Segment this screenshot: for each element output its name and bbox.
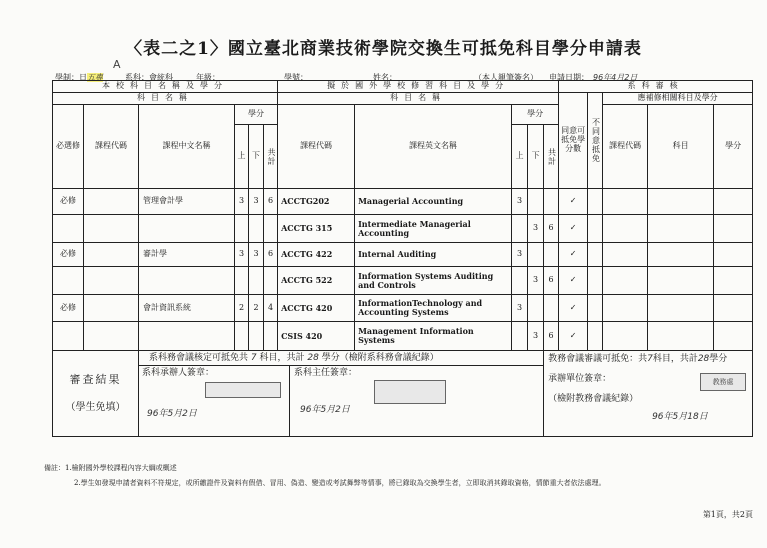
- code2-cell: [603, 322, 648, 351]
- req-cell: [53, 322, 84, 351]
- edu-line: [544, 351, 752, 365]
- date-value: 96年4月2日: [593, 73, 638, 82]
- disagree-cell: [588, 267, 603, 295]
- code2-cell: [603, 295, 648, 322]
- name-label: 姓名：: [373, 73, 397, 82]
- contact-stamp: [205, 382, 281, 398]
- dept-meeting-text: 系科務會議核定可抵免共: [149, 353, 249, 363]
- chair-label: 系科主任簽章：: [294, 368, 358, 378]
- total-cell: 6: [264, 243, 278, 267]
- table-row: [53, 322, 753, 351]
- dept-label: 系科：會統科: [125, 73, 173, 82]
- form-title: 〈表二之1〉國立臺北商業技術學院交換生可抵免科目學分申請表: [125, 39, 642, 59]
- req-cell: 必修: [53, 189, 84, 215]
- code-cell: [84, 295, 139, 322]
- edu-credits: 28: [697, 354, 710, 364]
- course-cn-cell: 管理會計學: [139, 189, 235, 215]
- credit2-cell: [714, 322, 753, 351]
- abroad-sem2-cell: [528, 295, 544, 322]
- review-result-cell: [53, 351, 139, 437]
- course-en-cell: InformationTechnology and Accounting Systems: [355, 295, 512, 322]
- chair-sign: [290, 366, 543, 436]
- unit-label: 承辦單位簽章：: [548, 374, 612, 384]
- code2-cell: [603, 267, 648, 295]
- abroad-sem2-cell: [528, 189, 544, 215]
- agree-text: 同意可抵免學分數: [561, 126, 586, 153]
- disagree-cell: [588, 215, 603, 243]
- abroad-credits-header: 學分: [512, 105, 559, 125]
- abroad-header: 擬於國外學校修習科目及學分: [278, 81, 559, 93]
- credit2-header: 學分: [714, 105, 753, 189]
- edu-mid: 科目，共計: [652, 354, 698, 364]
- sem2-cell: 3: [249, 189, 264, 215]
- abroad-total-cell: [544, 243, 559, 267]
- subject2-cell: [648, 189, 714, 215]
- abroad-sem2-cell: 3: [528, 267, 544, 295]
- abroad-course-name-header: 科目名稱: [278, 93, 559, 105]
- agree-check-icon: ✓: [559, 189, 588, 215]
- abroad-sem2-cell: 3: [528, 322, 544, 351]
- total-header: 共計: [264, 125, 278, 189]
- subject2-header: 科目: [648, 105, 714, 189]
- dept-mid: 科目，共計: [259, 353, 305, 363]
- abroad-sem1-cell: 3: [512, 243, 528, 267]
- unit-stamp: 教務處: [700, 373, 746, 391]
- dept-sign-area: [139, 366, 543, 436]
- dept-credits: 28: [307, 353, 319, 363]
- review-result-sub: （學生免填）: [65, 402, 126, 414]
- subject2-cell: [648, 215, 714, 243]
- table-row: [53, 267, 753, 295]
- home-header: 本校科目名稱及學分: [53, 81, 278, 93]
- total-cell: 4: [264, 295, 278, 322]
- course-cn-cell: [139, 267, 235, 295]
- total-cell: [264, 215, 278, 243]
- abroad-code-cell: ACCTG 315: [278, 215, 355, 243]
- application-table: [52, 80, 753, 437]
- total-cell: [264, 322, 278, 351]
- abroad-sem2-cell: 3: [528, 215, 544, 243]
- code2-cell: [603, 215, 648, 243]
- abroad-sem1-header: 上: [512, 125, 528, 189]
- sem1-header: 上: [235, 125, 249, 189]
- agree-check-icon: ✓: [559, 243, 588, 267]
- code-cell: [84, 243, 139, 267]
- disagree-text: 不同意抵免: [591, 118, 601, 163]
- date-label: 申請日期：: [549, 73, 589, 82]
- sem1-cell: [235, 215, 249, 243]
- code-cell: [84, 322, 139, 351]
- course-en-header: 課程英文名稱: [355, 105, 512, 189]
- code-cell: [84, 215, 139, 243]
- subject2-cell: [648, 295, 714, 322]
- code-cell: [84, 267, 139, 295]
- abroad-sem1-cell: 3: [512, 189, 528, 215]
- dept-count: 7: [250, 353, 257, 363]
- sem2-cell: [249, 215, 264, 243]
- dept-review-cell: [139, 351, 544, 437]
- sem1-cell: 3: [235, 243, 249, 267]
- chair-date: 96年5月2日: [300, 405, 350, 415]
- disagree-cell: [588, 189, 603, 215]
- unit-note: （檢附教務會議紀錄）: [548, 394, 639, 404]
- abroad-total-cell: [544, 295, 559, 322]
- abroad-code-header: 課程代碼: [278, 105, 355, 189]
- course-en-cell: Managerial Accounting: [355, 189, 512, 215]
- disagree-cell: [588, 243, 603, 267]
- code2-header: 課程代碼: [603, 105, 648, 189]
- abroad-sem1-cell: 3: [512, 295, 528, 322]
- abroad-sem2-cell: [528, 243, 544, 267]
- sem2-cell: 2: [249, 295, 264, 322]
- course-en-cell: Information Systems Auditing and Controls: [355, 267, 512, 295]
- subject2-cell: [648, 243, 714, 267]
- req-cell: 必修: [53, 243, 84, 267]
- code2-cell: [603, 243, 648, 267]
- table-row: [53, 189, 753, 215]
- table-row: [53, 243, 753, 267]
- abroad-sem1-cell: [512, 215, 528, 243]
- abroad-code-cell: ACCTG 422: [278, 243, 355, 267]
- code2-cell: [603, 189, 648, 215]
- review-header: 系科審核: [559, 81, 753, 93]
- home-course-name-header: 科目名稱: [53, 93, 278, 105]
- course-en-cell: Internal Auditing: [355, 243, 512, 267]
- code-header: 課程代碼: [84, 105, 139, 189]
- contact-date: 96年5月2日: [147, 409, 197, 419]
- edu-count: 7: [647, 354, 653, 364]
- credit2-cell: [714, 243, 753, 267]
- abroad-total-header: 共計: [544, 125, 559, 189]
- abroad-sem1-cell: [512, 322, 528, 351]
- review-result-label: 審查結果: [69, 372, 122, 386]
- sem1-cell: [235, 267, 249, 295]
- sem2-cell: [249, 322, 264, 351]
- sem2-cell: 3: [249, 243, 264, 267]
- chair-stamp: [374, 380, 446, 404]
- total-cell: [264, 267, 278, 295]
- abroad-total-cell: 6: [544, 215, 559, 243]
- credit2-cell: [714, 189, 753, 215]
- course-cn-cell: [139, 322, 235, 351]
- total-cell: 6: [264, 189, 278, 215]
- dept-end: 學分（檢附系科務會議紀錄）: [321, 353, 439, 363]
- disagree-header: [588, 93, 603, 189]
- agree-check-icon: ✓: [559, 322, 588, 351]
- credit2-cell: [714, 295, 753, 322]
- course-cn-header: 課程中文名稱: [139, 105, 235, 189]
- note-2: 2.學生如發現申請者資料不符規定，或所繳證件及資料有假借、冒用、偽造、變造或考試舞弊等情事，將已錄取為交換學生者，立即取消其錄取資格，情節重大者依法處理。: [74, 479, 606, 487]
- sem2-cell: [249, 267, 264, 295]
- credit2-cell: [714, 215, 753, 243]
- contact-label: 系科承辦人簽章：: [142, 368, 215, 378]
- abroad-code-cell: ACCTG202: [278, 189, 355, 215]
- edu-end: 學分: [709, 354, 728, 364]
- abroad-total-cell: [544, 189, 559, 215]
- sem1-cell: 3: [235, 189, 249, 215]
- course-en-cell: Intermediate Managerial Accounting: [355, 215, 512, 243]
- course-cn-cell: [139, 215, 235, 243]
- unit-date: 96年5月18日: [652, 412, 708, 422]
- credit2-cell: [714, 267, 753, 295]
- required-header: 必選修: [53, 105, 84, 189]
- subject2-cell: [648, 267, 714, 295]
- agree-header: [559, 93, 588, 189]
- req-cell: [53, 215, 84, 243]
- abroad-total-cell: 6: [544, 322, 559, 351]
- student-no-label: 學號：: [284, 73, 308, 82]
- sem1-cell: 2: [235, 295, 249, 322]
- abroad-sem2-header: 下: [528, 125, 544, 189]
- course-en-cell: Management Information Systems: [355, 322, 512, 351]
- disagree-cell: [588, 322, 603, 351]
- system-value: 五專: [87, 73, 103, 82]
- sem1-cell: [235, 322, 249, 351]
- system-label: 學制：日: [55, 73, 87, 82]
- table-row: [53, 215, 753, 243]
- agree-check-icon: ✓: [559, 215, 588, 243]
- disagree-cell: [588, 295, 603, 322]
- agree-check-icon: ✓: [559, 267, 588, 295]
- agree-check-icon: ✓: [559, 295, 588, 322]
- sign-note: （本人親筆簽名）: [474, 73, 538, 82]
- contact-sign: [139, 366, 290, 436]
- margin-mark: A: [113, 58, 121, 71]
- dept-meeting-line: [139, 351, 543, 366]
- should-take-header: 應補修相關科目及學分: [603, 93, 753, 105]
- note-1: 備註：1.檢附國外學校課程內容大綱或概述: [44, 464, 177, 472]
- page-number: 第1頁，共2頁: [702, 510, 753, 519]
- abroad-code-cell: CSIS 420: [278, 322, 355, 351]
- abroad-code-cell: ACCTG 522: [278, 267, 355, 295]
- credits-header: 學分: [235, 105, 278, 125]
- grade-label: 年級：: [196, 73, 220, 82]
- req-cell: 必修: [53, 295, 84, 322]
- abroad-total-cell: 6: [544, 267, 559, 295]
- sem2-header: 下: [249, 125, 264, 189]
- review-row: [53, 351, 753, 437]
- edu-review-cell: [544, 351, 753, 437]
- edu-text: 教務會議審議可抵免：共: [548, 354, 648, 364]
- subject2-cell: [648, 322, 714, 351]
- req-cell: [53, 267, 84, 295]
- code-cell: [84, 189, 139, 215]
- course-cn-cell: 會計資訊系統: [139, 295, 235, 322]
- abroad-code-cell: ACCTG 420: [278, 295, 355, 322]
- abroad-sem1-cell: [512, 267, 528, 295]
- course-cn-cell: 審計學: [139, 243, 235, 267]
- table-row: [53, 295, 753, 322]
